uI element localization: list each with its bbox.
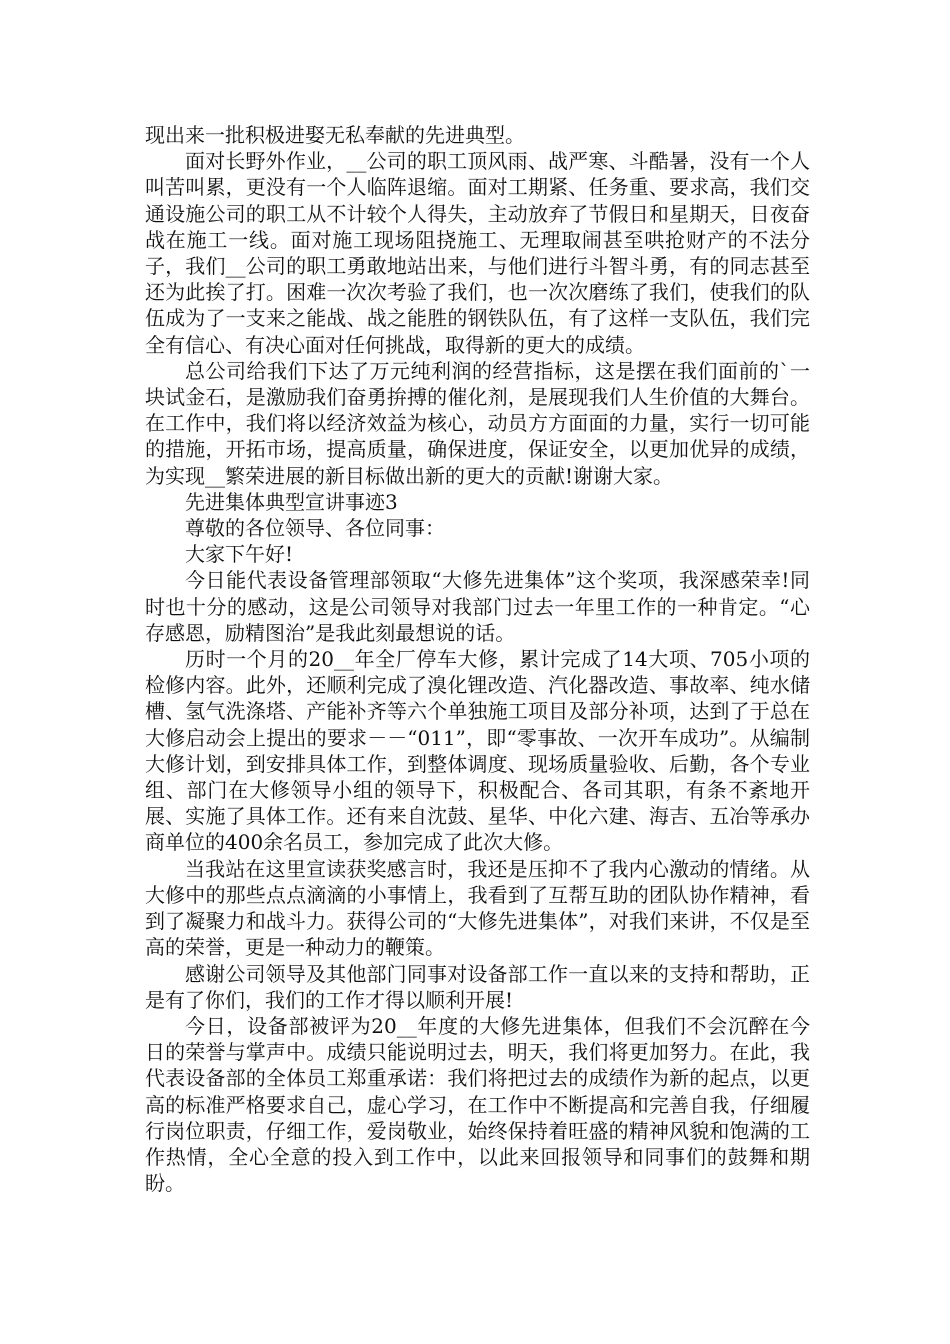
paragraph-field-work: 面对长野外作业，__公司的职工顶风雨、战严寒、斗酷暑，没有一个人叫苦叫累，更没有一个人临阵退缩。面对工期紧、任务重、要求高，我们交通设施公司的职工从不计较个人得失，主动放弃了节假日和星期天，日夜奋战在施工一线。面对施工现场阻挠施工、无理取闹甚至哄抢财产的不法分子，我们__公司的职工勇敢地站出来，与他们进行斗智斗勇，有的同志甚至还为此挨了打。困难一次次考验了我们，也一次次磨练了我们，使我们的队伍成为了一支来之能战、战之能胜的钢铁队伍，有了这样一支队伍，我们完全有信心、有决心面对任何挑战，取得新的更大的成绩。 (145, 149, 810, 357)
paragraph-award: 今日能代表设备管理部领取“大修先进集体”这个奖项，我深感荣幸!同时也十分的感动，这是公司领导对我部门过去一年里工作的一种肯定。“心存感恩，励精图治”是我此刻最想说的话。 (145, 568, 810, 645)
paragraph-emotion: 当我站在这里宣读获奖感言时，我还是压抑不了我内心激动的情绪。从大修中的那些点点滴滴的小事情上，我看到了互帮互助的团队协作精神，看到了凝聚力和战斗力。获得公司的“大修先进集体”，对我们来讲，不仅是至高的荣誉，更是一种动力的鞭策。 (145, 856, 810, 960)
paragraph-continuation: 现出来一批积极进娶无私奉献的先进典型。 (145, 123, 525, 147)
paragraph-profit-target: 总公司给我们下达了万元纯利润的经营指标，这是摆在我们面前的`一块试金石，是激励我们奋勇拚搏的催化剂，是展现我们人生价值的大舞台。在工作中，我们将以经济效益为核心，动员方方面面的力量，实行一切可能的措施，开拓市场，提高质量，确保进度，保证安全，以更加优异的成绩，为实现__繁荣进展的新目标做出新的更大的贡献!谢谢大家。 (145, 358, 810, 488)
greeting: 大家下午好! (185, 542, 294, 567)
paragraph-thanks: 感谢公司领导及其他部门同事对设备部工作一直以来的支持和帮助，正是有了你们，我们的工作才得以顺利开展! (145, 961, 810, 1012)
document-body (145, 122, 810, 1196)
paragraph-commitment: 今日，设备部被评为20__年度的大修先进集体，但我们不会沉醉在今日的荣誉与掌声中。成绩只能说明过去，明天，我们将更加努力。在此，我代表设备部的全体员工郑重承诺：我们将把过去的成绩作为新的起点，以更高的标准严格要求自己，虚心学习，在工作中不断提高和完善自我，仔细履行岗位职责，仔细工作，爱岗敬业，始终保持着旺盛的精神风貌和饱满的工作热情，全心全意的投入到工作中，以此来回报领导和同事们的鼓舞和期盼。 (145, 1013, 810, 1196)
section-heading: 先进集体典型宣讲事迹3 (185, 489, 398, 514)
paragraph-overhaul: 历时一个月的20__年全厂停车大修，累计完成了14大项、705小项的检修内容。此外，还顺利完成了溴化锂改造、汽化器改造、事故率、纯水储槽、氢气洗涤塔、产能补齐等六个单独施工项目及部分补项，达到了于总在大修启动会上提出的要求－－“011”，即“零事故、一次开车成功”。从编制大修计划，到安排具体工作，到整体调度、现场质量验收、后勤，各个专业组、部门在大修领导小组的领导下，积极配合、各司其职，有条不紊地开展、实施了具体工作。还有来自沈鼓、星华、中化六建、海吉、五冶等承办商单位的400余名员工，参加完成了此次大修。 (145, 647, 810, 855)
salutation: 尊敬的各位领导、各位同事： (185, 516, 445, 541)
